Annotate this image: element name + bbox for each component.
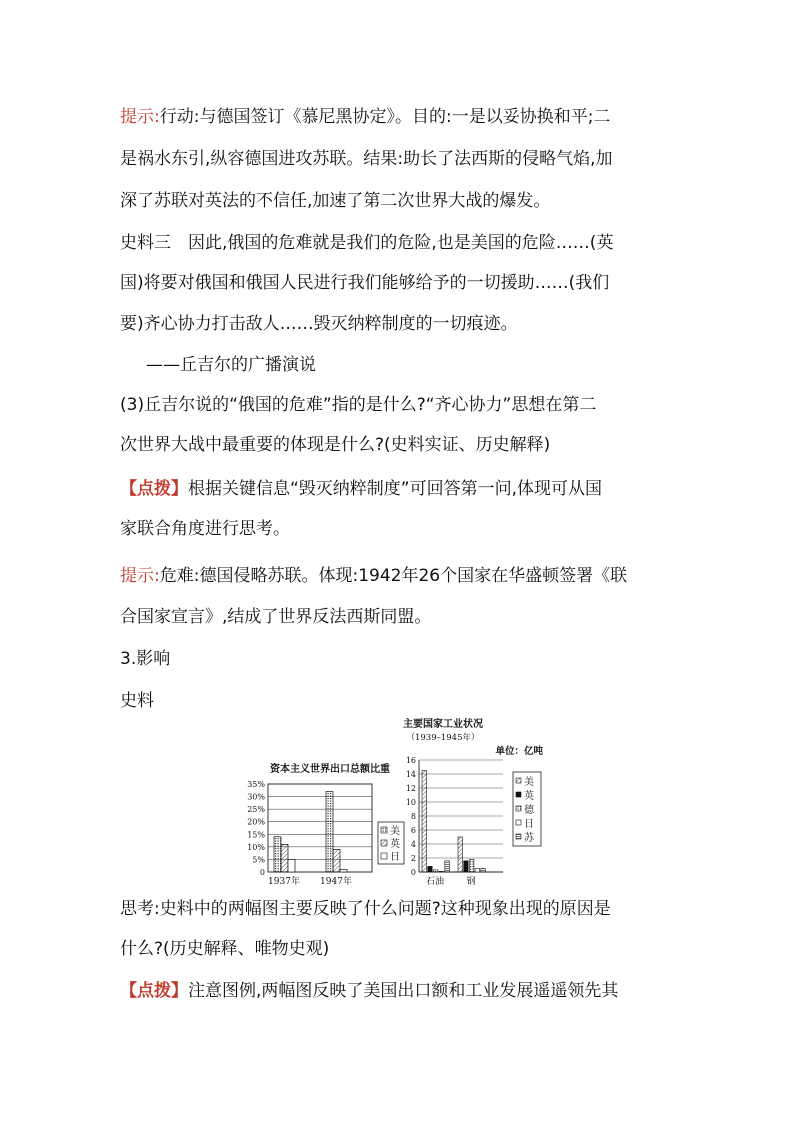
chart1-ytick: 20% bbox=[247, 817, 265, 827]
chart2-bar bbox=[433, 870, 438, 872]
chart2-xtick: 钢 bbox=[466, 877, 476, 887]
chart2-ytick: 0 bbox=[410, 868, 416, 877]
chart2-legend-label: 德 bbox=[524, 805, 534, 816]
chart1-legend-swatch bbox=[381, 840, 387, 846]
chart2-title: 主要国家工业状况 bbox=[403, 719, 483, 730]
hint-line-2: 是祸水东引,纵容德国进攻苏联。结果:助长了法西斯的侵略气焰,加 bbox=[120, 149, 613, 169]
chart1-bar bbox=[333, 849, 340, 872]
chart2-ytick: 12 bbox=[405, 784, 416, 793]
industry-chart bbox=[395, 716, 555, 888]
chart2-unit: 单位：亿吨 bbox=[495, 746, 543, 757]
chart2-bar bbox=[469, 859, 474, 872]
chart2-ytick: 10 bbox=[405, 798, 416, 807]
chart1-ytick: 5% bbox=[252, 855, 265, 865]
chart2-legend-label: 美 bbox=[524, 777, 534, 788]
chart1-bar bbox=[274, 837, 281, 872]
chart1-ytick: 30% bbox=[247, 792, 265, 802]
tip2-label: 【点拨】 bbox=[120, 981, 188, 1001]
chart1-ytick: 35% bbox=[247, 780, 265, 789]
chart2-ytick: 8 bbox=[410, 812, 416, 821]
chart2-legend-label: 英 bbox=[524, 791, 534, 802]
thinking-line-2: 什么?(历史解释、唯物史观) bbox=[120, 939, 330, 959]
chart2-subtitle: （1939–1945年） bbox=[406, 733, 480, 743]
chart2-ytick: 4 bbox=[410, 840, 416, 849]
chart2-legend-swatch bbox=[516, 806, 521, 811]
tip1-line-1: 【点拨】根据关键信息“毁灭纳粹制度”可回答第一问,体现可从国 bbox=[120, 479, 603, 499]
chart2-bar bbox=[464, 861, 469, 872]
chart1-bar bbox=[340, 869, 347, 872]
thinking-line-1: 思考:史料中的两幅图主要反映了什么问题?这种现象出现的原因是 bbox=[120, 899, 611, 919]
source3-line-2: 国)将要对俄国和俄国人民进行我们能够给予的一切援助……(我们 bbox=[120, 273, 610, 293]
source3-attribution: ——丘吉尔的广播演说 bbox=[146, 355, 316, 375]
chart1-bar bbox=[288, 859, 295, 872]
chart2-bar bbox=[445, 861, 450, 872]
answer3-line-2: 合国家宣言》,结成了世界反法西斯同盟。 bbox=[120, 607, 432, 627]
question3-line-1: (3)丘吉尔说的“俄国的危难”指的是什么?“齐心协力”思想在第二 bbox=[120, 395, 597, 415]
hint-label: 提示: bbox=[120, 107, 160, 127]
chart2-legend-label: 日 bbox=[524, 819, 534, 830]
chart2-legend-swatch bbox=[516, 834, 521, 839]
chart2-bar bbox=[439, 871, 444, 872]
chart2-bar bbox=[422, 771, 427, 873]
chart2-legend-swatch bbox=[516, 820, 521, 825]
chart1-legend-label: 美 bbox=[390, 826, 400, 837]
answer3-line-1: 提示:危难:德国侵略苏联。体现:1942年26个国家在华盛顿签署《联 bbox=[120, 566, 628, 586]
hint-line-3: 深了苏联对英法的不信任,加速了第二次世界大战的爆发。 bbox=[120, 191, 551, 211]
chart1-ytick: 0 bbox=[259, 868, 265, 877]
chart2-bar bbox=[475, 869, 480, 873]
chart2-legend-swatch bbox=[516, 778, 521, 783]
chart1-legend-swatch bbox=[381, 827, 387, 833]
chart1-ytick: 10% bbox=[247, 842, 265, 852]
tip1-line-2: 家联合角度进行思考。 bbox=[120, 519, 290, 539]
source3-line-1: 史料三 因此,俄国的危难就是我们的危险,也是美国的危险……(英 bbox=[120, 233, 614, 253]
chart1-legend-label: 英 bbox=[390, 839, 400, 850]
tip2-line-1: 【点拨】注意图例,两幅图反映了美国出口额和工业发展遥遥领先其 bbox=[120, 981, 619, 1001]
chart2-bar bbox=[481, 869, 486, 873]
chart2-xtick: 石油 bbox=[425, 877, 445, 887]
chart2-ytick: 6 bbox=[410, 826, 416, 835]
chart1-title: 资本主义世界出口总额比重 bbox=[270, 764, 390, 775]
hint-line-1: 提示:行动:与德国签订《慕尼黑协定》。目的:一是以妥协换和平;二 bbox=[120, 107, 611, 127]
chart1-legend-label: 日 bbox=[390, 852, 400, 863]
chart1-xtick: 1937年 bbox=[268, 877, 300, 887]
question3-line-2: 次世界大战中最重要的体现是什么?(史料实证、历史解释) bbox=[120, 435, 551, 455]
answer3-label: 提示: bbox=[120, 566, 160, 586]
source3-line-3: 要)齐心协力打击敌人……毁灭纳粹制度的一切痕迹。 bbox=[120, 314, 518, 334]
tip1-label: 【点拨】 bbox=[120, 479, 188, 499]
chart2-bar bbox=[458, 837, 463, 872]
chart2-ytick: 2 bbox=[410, 854, 416, 863]
chart1-xtick: 1947年 bbox=[320, 877, 352, 887]
chart2-ytick: 16 bbox=[405, 756, 416, 765]
export-share-chart bbox=[230, 758, 410, 890]
chart2-ytick: 14 bbox=[405, 770, 416, 779]
chart1-bar bbox=[281, 844, 288, 872]
chart1-ytick: 15% bbox=[247, 830, 265, 840]
chart2-legend-label: 苏 bbox=[524, 833, 534, 844]
section-heading: 3.影响 bbox=[120, 649, 171, 669]
chart2-legend-swatch bbox=[516, 792, 521, 797]
chart1-ytick: 25% bbox=[247, 805, 265, 815]
chart2-bar bbox=[428, 866, 433, 872]
section-sub: 史料 bbox=[120, 691, 154, 711]
chart1-legend-swatch bbox=[381, 853, 387, 859]
chart1-bar bbox=[326, 792, 333, 872]
